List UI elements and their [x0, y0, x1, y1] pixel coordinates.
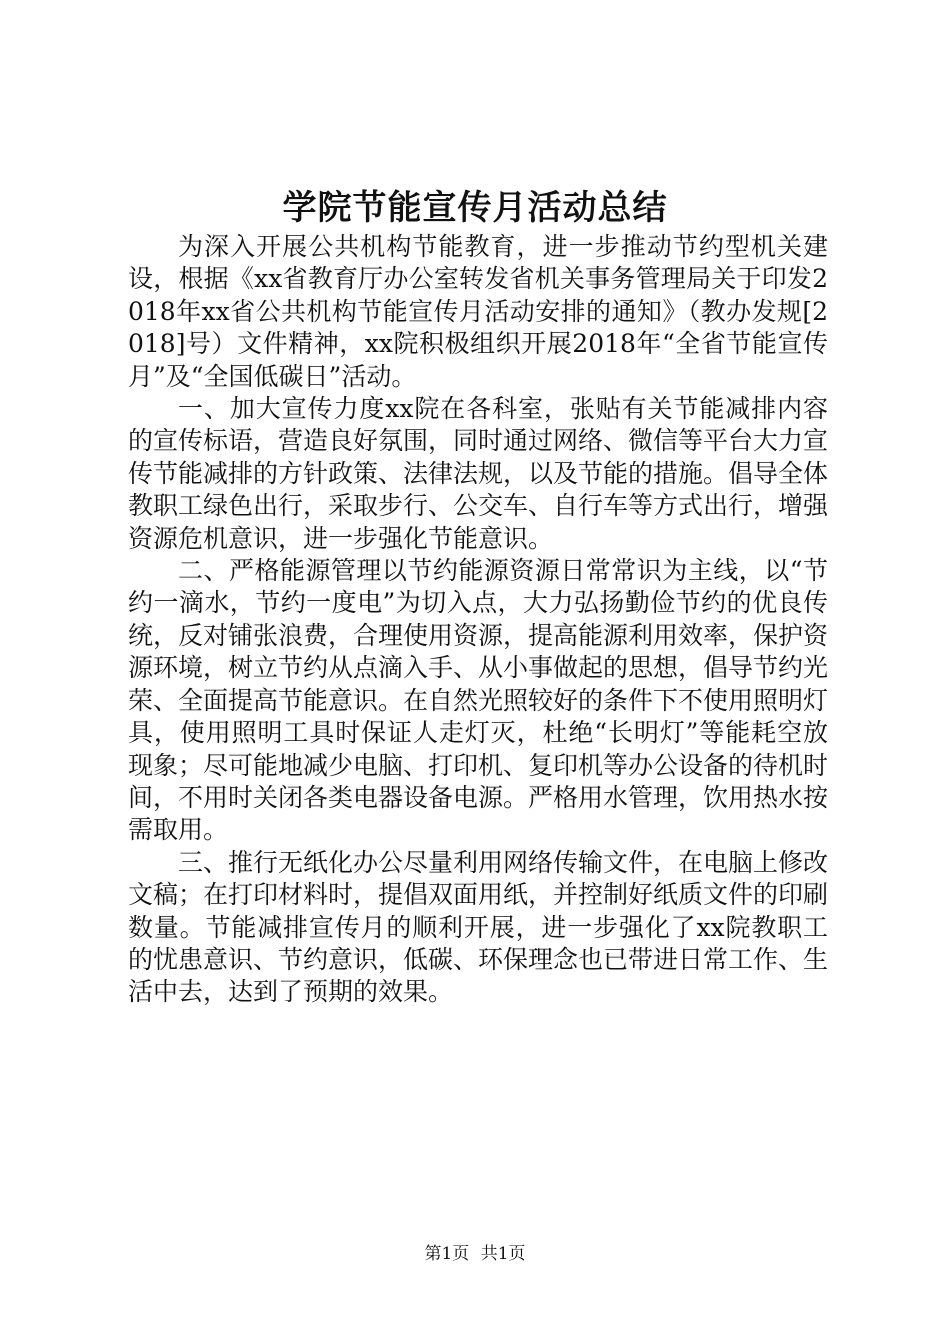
page-footer [0, 1242, 950, 1266]
document-body [128, 231, 828, 1009]
paragraph-intro: 为深入开展公共机构节能教育，进一步推动节约型机关建设，根据《xx省教育厅办公室转发省机关事务管理局关于印发2018年xx省公共机构节能宣传月活动安排的通知》（教办发规[2018]号）文件精神，xx院积极组织开展2018年“全省节能宣传月”及“全国低碳日”活动。 [128, 232, 828, 391]
paragraph-section-2: 二、严格能源管理以节约能源资源日常常识为主线，以“节约一滴水，节约一度电”为切入点，大力弘扬勤俭节约的优良传统，反对铺张浪费，合理使用资源，提高能源利用效率，保护资源环境，树立节约从点滴入手、从小事做起的思想，倡导节约光荣、全面提高节能意识。在自然光照较好的条件下不使用照明灯具，使用照明工具时保证人走灯灭，杜绝“长明灯”等能耗空放现象；尽可能地减少电脑、打印机、复印机等办公设备的待机时间，不用时关闭各类电器设备电源。严格用水管理，饮用热水按需取用。 [128, 556, 829, 845]
document-title: 学院节能宣传月活动总结 [282, 188, 668, 228]
page-total: 共1页 [480, 1244, 526, 1264]
paragraph-section-1: 一、加大宣传力度xx院在各科室，张贴有关节能减排内容的宣传标语，营造良好氛围，同时通过网络、微信等平台大力宣传节能减排的方针政策、法律法规，以及节能的措施。倡导全体教职工绿色出行，采取步行、公交车、自行车等方式出行，增强资源危机意识，进一步强化节能意识。 [128, 394, 829, 553]
page-number: 第1页 [424, 1244, 470, 1264]
paragraph-section-3: 三、推行无纸化办公尽量利用网络传输文件，在电脑上修改文稿；在打印材料时，提倡双面用纸，并控制好纸质文件的印刷数量。节能减排宣传月的顺利开展，进一步强化了xx院教职工的忧患意识、节约意识，低碳、环保理念也已带进日常工作、生活中去，达到了预期的效果。 [128, 847, 829, 1007]
